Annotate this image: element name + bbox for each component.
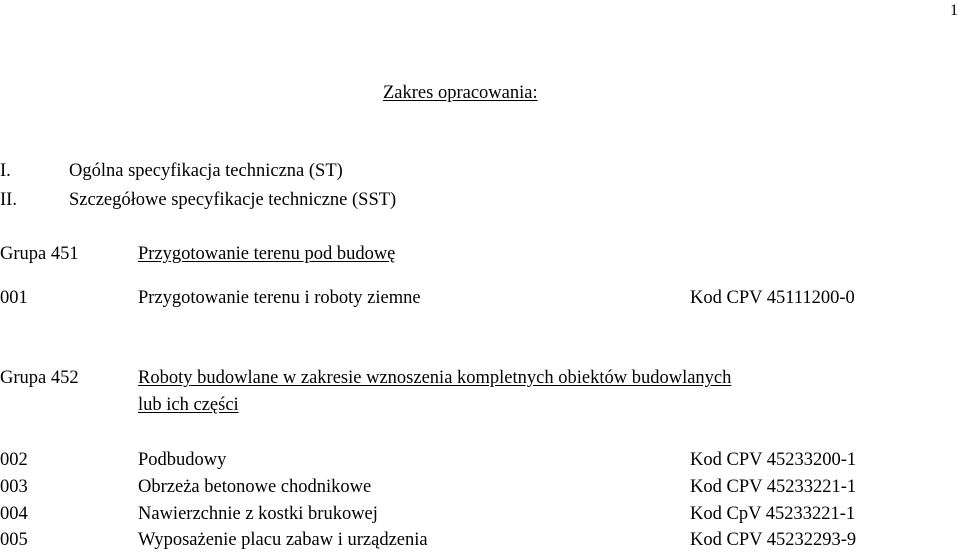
group-title: Przygotowanie terenu pod budowę [138, 244, 396, 264]
group-title-line2: lub ich części [138, 395, 239, 415]
document-title: Zakres opracowania: [383, 83, 538, 103]
group-label: Grupa 452 [0, 368, 79, 388]
item-name: Przygotowanie terenu i roboty ziemne [138, 288, 421, 308]
group-title-line1: Roboty budowlane w zakresie wznoszenia kompletnych obiektów budowlanych [138, 368, 732, 388]
item-cpv: Kod CPV 45233200-1 [690, 450, 857, 470]
item-name: Nawierzchnie z kostki brukowej [138, 504, 378, 524]
item-name: Wyposażenie placu zabaw i urządzenia [138, 530, 428, 550]
spec-item-numeral: II. [0, 190, 17, 210]
item-code: 001 [0, 288, 28, 308]
group-label: Grupa 451 [0, 244, 79, 264]
item-cpv: Kod CPV 45233221-1 [690, 477, 857, 497]
item-name: Obrzeża betonowe chodnikowe [138, 477, 372, 497]
spec-item-text: Ogólna specyfikacja techniczna (ST) [69, 161, 343, 181]
item-code: 004 [0, 504, 28, 524]
item-cpv: Kod CPV 45232293-9 [690, 530, 857, 550]
item-code: 005 [0, 530, 28, 550]
page-number: 1 [950, 2, 958, 19]
item-code: 003 [0, 477, 28, 497]
item-name: Podbudowy [138, 450, 227, 470]
spec-item-text: Szczegółowe specyfikacje techniczne (SST) [69, 190, 397, 210]
item-code: 002 [0, 450, 28, 470]
spec-item-numeral: I. [0, 161, 11, 181]
item-cpv: Kod CPV 45111200-0 [690, 288, 855, 308]
item-cpv: Kod CpV 45233221-1 [690, 504, 856, 524]
